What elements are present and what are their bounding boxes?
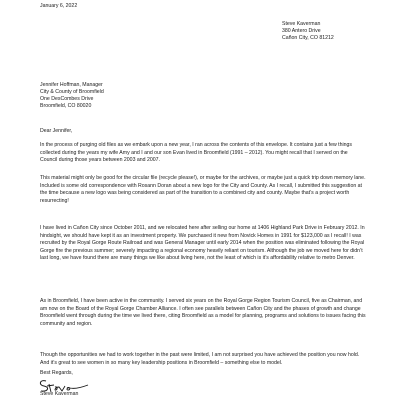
signature-name: Steve Kaverman (40, 391, 79, 397)
body-paragraph-3: I have lived in Cañon City since October 2011, and we relocated here after selling our home at 1406 Highland Park Drive in February 2012. In hindsight, we should have kept it as an investment property. We purchased it new from Novick Homes in 1991 for $123,000 as I recall! I was recruited by the Royal Gorge Route Railroad and was General Manager until early 2014 when the position was eliminated following the Royal Gorge fire the previous summer; severely impacting a regional economy heavily reliant on tourism. Although the job we moved here for didn’t last long, we have found there are many things we like about living here, not the least of which is it’s affordability relative to metro Denver. (40, 225, 365, 262)
salutation: Dear Jennifer, (40, 128, 73, 134)
recipient-city: Broomfield, CO 80020 (40, 103, 92, 109)
letter-date: January 6, 2022 (40, 3, 78, 9)
sender-city: Cañon City, CO 81212 (282, 35, 334, 41)
body-paragraph-4: As in Broomfield, I have been active in the community. I served six years on the Royal Gorge Region Tourism Council, five as Chairman, and am now on the Board of the Royal Gorge Chamber Alliance. I often see parallels between Cañon City and the phases of growth and change Broomfield went through during the time we lived there, citing Broomfield as a model for planning, programs and solutions to issues facing this community and region. (40, 298, 366, 327)
body-paragraph-2: This material might only be good for the circular file (recycle please!), or maybe for the archives, or maybe just a quick trip down memory lane. Included is some old correspondence with Rosann Doran about a new logo for the City and County. As I recall, I submitted this suggestion at the time because a new logo was being considered as part of the transition to a combined city and county. Maybe that’s a project worth resurrecting! (40, 175, 366, 204)
recipient-name: Jennifer Hoffman, Manager (40, 82, 103, 88)
recipient-address (40, 82, 104, 110)
sender-name: Steve Kaverman (282, 21, 321, 27)
recipient-street: One DesCombes Drive (40, 96, 94, 102)
recipient-org: City & County of Broomfield (40, 89, 104, 95)
sender-address (282, 21, 334, 42)
sender-street: 380 Antero Drive (282, 28, 321, 34)
closing: Best Regards, (40, 370, 73, 376)
body-paragraph-5: Though the opportunities we had to work together in the past were limited, I am not surprised you have achieved the position you now hold. And it’s great to see women in so many key leadership positions in Broomfield – something else to model. (40, 352, 360, 366)
body-paragraph-1: In the process of purging old files as we embark upon a new year, I ran across the contents of this envelope. It contains just a few things collected during the years my wife Amy and I and our son Evan lived in Broomfield (1991 – 2012). You might recall that I served on the Council during those years between 2003 and 2007. (40, 142, 353, 164)
